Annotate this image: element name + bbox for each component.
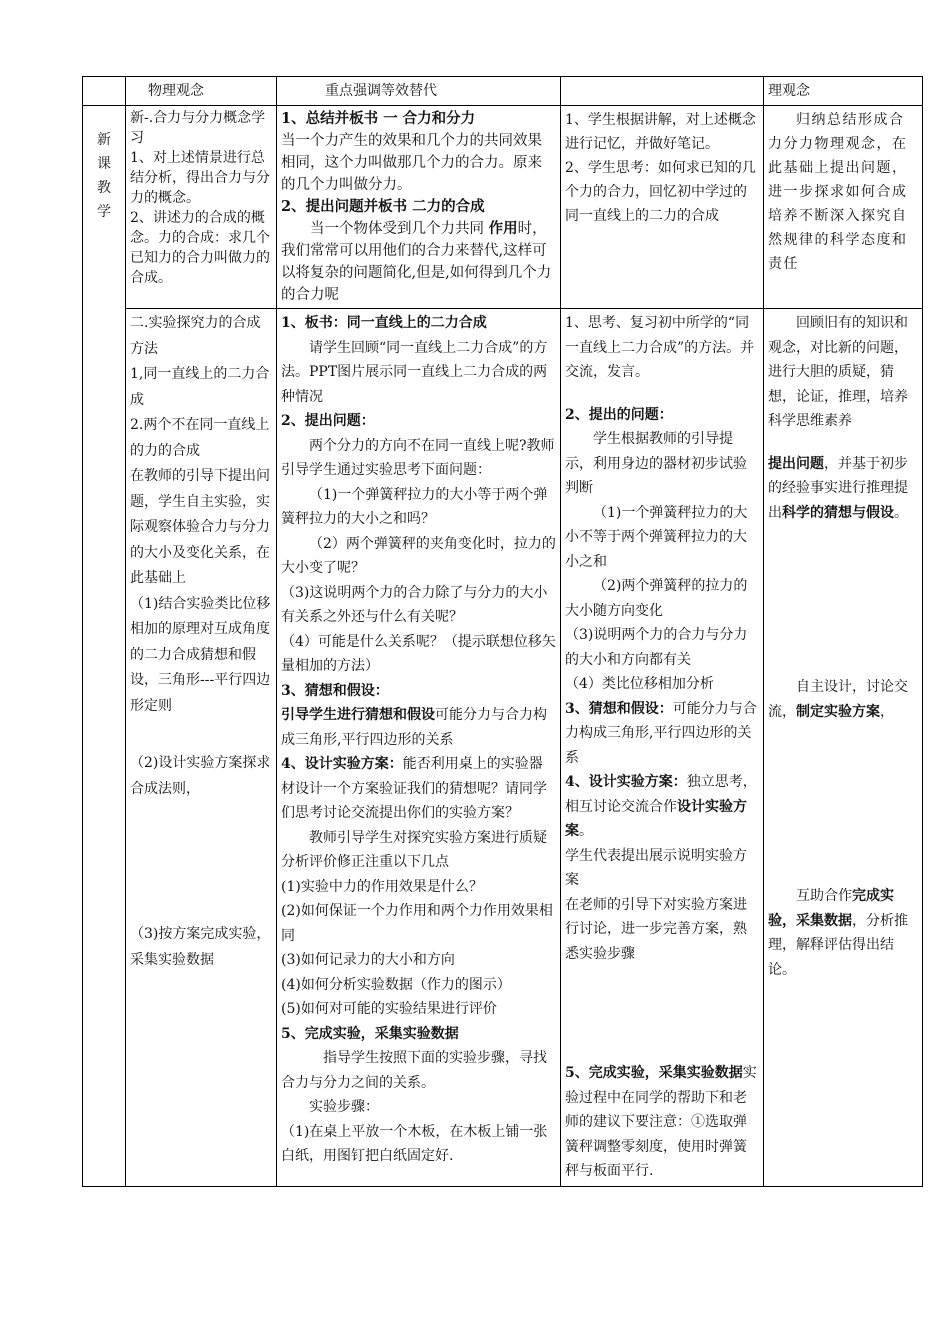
intent-text-part: 互助合作	[796, 888, 852, 904]
teacher-text: （1)在桌上平放一个木板，在木板上铺一张白纸，用图钉把白纸固定好.	[281, 1123, 548, 1164]
intent-text: 归纳总结形成合力分力物理观念，在此基础上提出问题，进一步探求如何合成培养不断深入探究自然规律的科学态度和责任	[768, 112, 908, 272]
teacher-text-part: 时，我们常常可以用他们的合力来替代,这样可以将复杂的问题简化,但是,如何得到几个力的合力呢	[281, 221, 552, 303]
row-experiment	[83, 309, 923, 1187]
teacher-text-part: 当一个物体受到几个力共同	[310, 221, 484, 237]
teacher-heading: 2、提出问题：	[281, 413, 375, 429]
content-line: 2、讲述力的合成的概念。力的合成：求几个已知力的合力叫做力的合成。	[130, 210, 270, 286]
content-line: （1)结合实验类比位移相加的原理对互成角度的二力合成猜想和假设，三角形---平行四边形定则	[130, 595, 271, 714]
intent-text	[768, 884, 918, 982]
student-text: 在老师的引导下对实验方案进行讨论，进一步完善方案，熟悉实验步骤	[565, 896, 747, 962]
teacher-text-bold: 引导学生进行猜想和假设	[281, 707, 435, 723]
student-text	[565, 1061, 759, 1184]
side-label	[83, 106, 126, 1187]
teacher-heading: 1、总结并板书 一 合力和分力	[281, 110, 476, 127]
teacher-text-part: 可能分力与合力构成三角形,平行四边形的关系	[281, 707, 547, 748]
teacher-cell	[277, 106, 561, 309]
spacer	[565, 385, 759, 403]
spacer	[565, 966, 759, 1061]
header-cell-0	[83, 77, 126, 106]
student-cell	[561, 106, 764, 309]
intent-text: 回顾旧有的知识和观念，对比新的问题，进行大胆的质疑，猜想，论证，推理，培养科学思维素养	[768, 315, 908, 429]
teacher-question: （2）两个弹簧秤的夹角变化时，拉力的大小变了呢？	[281, 535, 556, 576]
student-heading: 3、猜想和假设：	[565, 700, 673, 717]
teacher-eval: (4)如何分析实验数据（作力的图示）	[281, 976, 511, 993]
intent-text-part: 。	[894, 504, 908, 521]
student-text: （3)说明两个力的合力与分力的大小和方向都有关	[565, 627, 748, 668]
teacher-question: （3)这说明两个力的合力除了与分力的大小有关系之外还与什么有关呢？	[281, 584, 548, 625]
teacher-heading: 3、猜想和假设：	[281, 682, 389, 699]
side-label-char: 新	[97, 132, 111, 148]
student-text: （1)一个弹簧秤拉力的大小不等于两个弹簧秤拉力的大小之和	[565, 504, 748, 570]
teacher-heading: 1、板书：同一直线上的二力合成	[281, 315, 487, 331]
lesson-plan-table	[82, 76, 923, 1187]
spacer	[130, 802, 272, 922]
spacer	[130, 719, 272, 751]
content-line: 新-.合力与分力概念学习	[130, 110, 266, 146]
teacher-eval: (3)如何记录力的大小和方向	[281, 952, 455, 968]
intent-text	[768, 452, 918, 526]
teacher-eval: (5)如何对可能的实验结果进行评价	[281, 1001, 497, 1017]
student-cell	[561, 309, 764, 1187]
student-heading: 5、完成实验，采集实验数据	[565, 1065, 743, 1081]
student-text: 学生代表提出展示说明实验方案	[565, 847, 747, 888]
teacher-eval: (1)实验中力的作用效果是什么？	[281, 878, 483, 895]
student-text	[565, 697, 759, 771]
spacer	[768, 724, 918, 884]
intent-cell	[764, 309, 923, 1187]
content-line: 1、对上述情景进行总结分析，得出合力与分力的概念。	[130, 150, 270, 206]
teacher-text: 当一个力产生的效果和几个力的共同效果相同，这个力叫做那几个力的合力。原来的几个力叫做分力。	[281, 133, 542, 193]
intent-text	[768, 675, 918, 724]
student-text-bold: 设计实验方案	[565, 798, 747, 839]
content-line: 1,同一直线上的二力合成	[130, 366, 270, 408]
teacher-text: 教师引导学生对探究实验方案进行质疑分析评价修正注重以下几点	[281, 829, 547, 870]
student-text-part: 实验过程中在同学的帮助下和老师的建议下要注意：①选取弹簧秤调整零刻度，使用时弹簧秤与板面平行.	[565, 1065, 757, 1179]
intent-text-part: 自主设计，讨论交流，	[768, 679, 908, 720]
teacher-text	[281, 218, 556, 306]
row-concept	[83, 106, 923, 309]
student-text: （2)两个弹簧秤的拉力的大小随方向变化	[565, 578, 748, 619]
student-text: 2、学生思考：如何求已知的几个力的合力，回忆初中学过的同一直线上的二力的合成	[565, 160, 756, 224]
intent-cell	[764, 106, 923, 309]
teacher-eval: (2)如何保证一个力作用和两个力作用效果相同	[281, 903, 553, 944]
header-cell-4: 理观念	[764, 77, 923, 106]
teacher-text: 请学生回顾“同一直线上二力合成”的方法。PPT图片展示同一直线上二力合成的两种情况	[281, 339, 548, 405]
content-line: （2)设计实验方案探求合成法则，	[130, 755, 271, 797]
intent-text-bold: 科学的猜想与假设	[782, 504, 894, 521]
teacher-heading: 5、完成实验，采集实验数据	[281, 1025, 459, 1042]
teacher-text: 两个分力的方向不在同一直线上呢?教师引导学生通过实验思考下面问题：	[281, 437, 555, 478]
content-cell	[126, 309, 277, 1187]
student-text: （4）类比位移相加分析	[565, 676, 714, 692]
intent-text-part: ，并基于初步的经验事实进行推理提出	[768, 455, 908, 521]
teacher-text	[281, 752, 556, 826]
spacer	[768, 434, 918, 452]
intent-text-bold: 制定实验方案	[796, 703, 880, 720]
header-cell-3	[561, 77, 764, 106]
student-text: 1、学生根据讲解，对上述概念进行记忆，并做好笔记。	[565, 112, 756, 152]
content-cell	[126, 106, 277, 309]
teacher-heading: 2、提出问题并板书 二力的合成	[281, 198, 485, 215]
student-text-part: 。	[579, 823, 593, 839]
header-cell-1: 物理观念	[126, 77, 277, 106]
teacher-text	[281, 703, 556, 752]
intent-text-bold: 提出问题	[768, 455, 824, 472]
student-text-part: 可能分力与合力构成三角形,平行四边形的关系	[565, 700, 757, 766]
teacher-text: 指导学生按照下面的实验步骤，寻找合力与分力之间的关系。	[281, 1050, 547, 1091]
teacher-text: 实验步骤：	[309, 1099, 379, 1115]
student-heading: 4、设计实验方案：	[565, 774, 687, 790]
teacher-text-bold: 作用	[488, 220, 518, 237]
content-line: 2.两个不在同一直线上的力的合成	[130, 417, 270, 459]
side-label-char: 学	[97, 204, 111, 220]
content-line: （3)按方案完成实验，采集实验数据	[130, 926, 271, 968]
header-cell-2: 重点强调等效替代	[277, 77, 561, 106]
intent-text-part: ，分析推理，解释评估得出结论。	[768, 912, 908, 978]
content-line: 在教师的引导下提出问题，学生自主实验，实际观察体验合力与分力的大小及变化关系，在此基础上	[130, 468, 270, 586]
student-heading: 2、提出的问题：	[565, 406, 673, 423]
teacher-text-part: 能否利用桌上的实验器材设计一个方案验证我们的猜想呢？请同学们思考讨论交流提出你们的实验方案？	[281, 756, 547, 821]
teacher-question: （4）可能是什么关系呢？（提示联想位移矢量相加的方法）	[281, 633, 556, 674]
student-text: 学生根据教师的引导提示，利用身边的器材初步试验判断	[565, 431, 747, 496]
side-label-char: 教	[97, 180, 111, 196]
spacer	[768, 525, 918, 675]
student-text: 1、思考、复习初中所学的“同一直线上二力合成”的方法。并交流，发言。	[565, 315, 755, 380]
side-label-char: 课	[97, 156, 111, 172]
header-row	[83, 77, 923, 106]
student-text	[565, 770, 759, 844]
teacher-cell	[277, 309, 561, 1187]
content-line: 二.实验探究力的合成方法	[130, 315, 261, 357]
intent-text-bold: 完成实验，采集数据	[768, 888, 894, 929]
intent-text-part: ，	[880, 703, 894, 720]
teacher-question: （1)一个弹簧秤拉力的大小等于两个弹簧秤拉力的大小之和吗？	[281, 486, 548, 527]
teacher-heading: 4、设计实验方案：	[281, 756, 403, 772]
student-text-part: 独立思考，相互讨论交流合作	[565, 774, 757, 815]
